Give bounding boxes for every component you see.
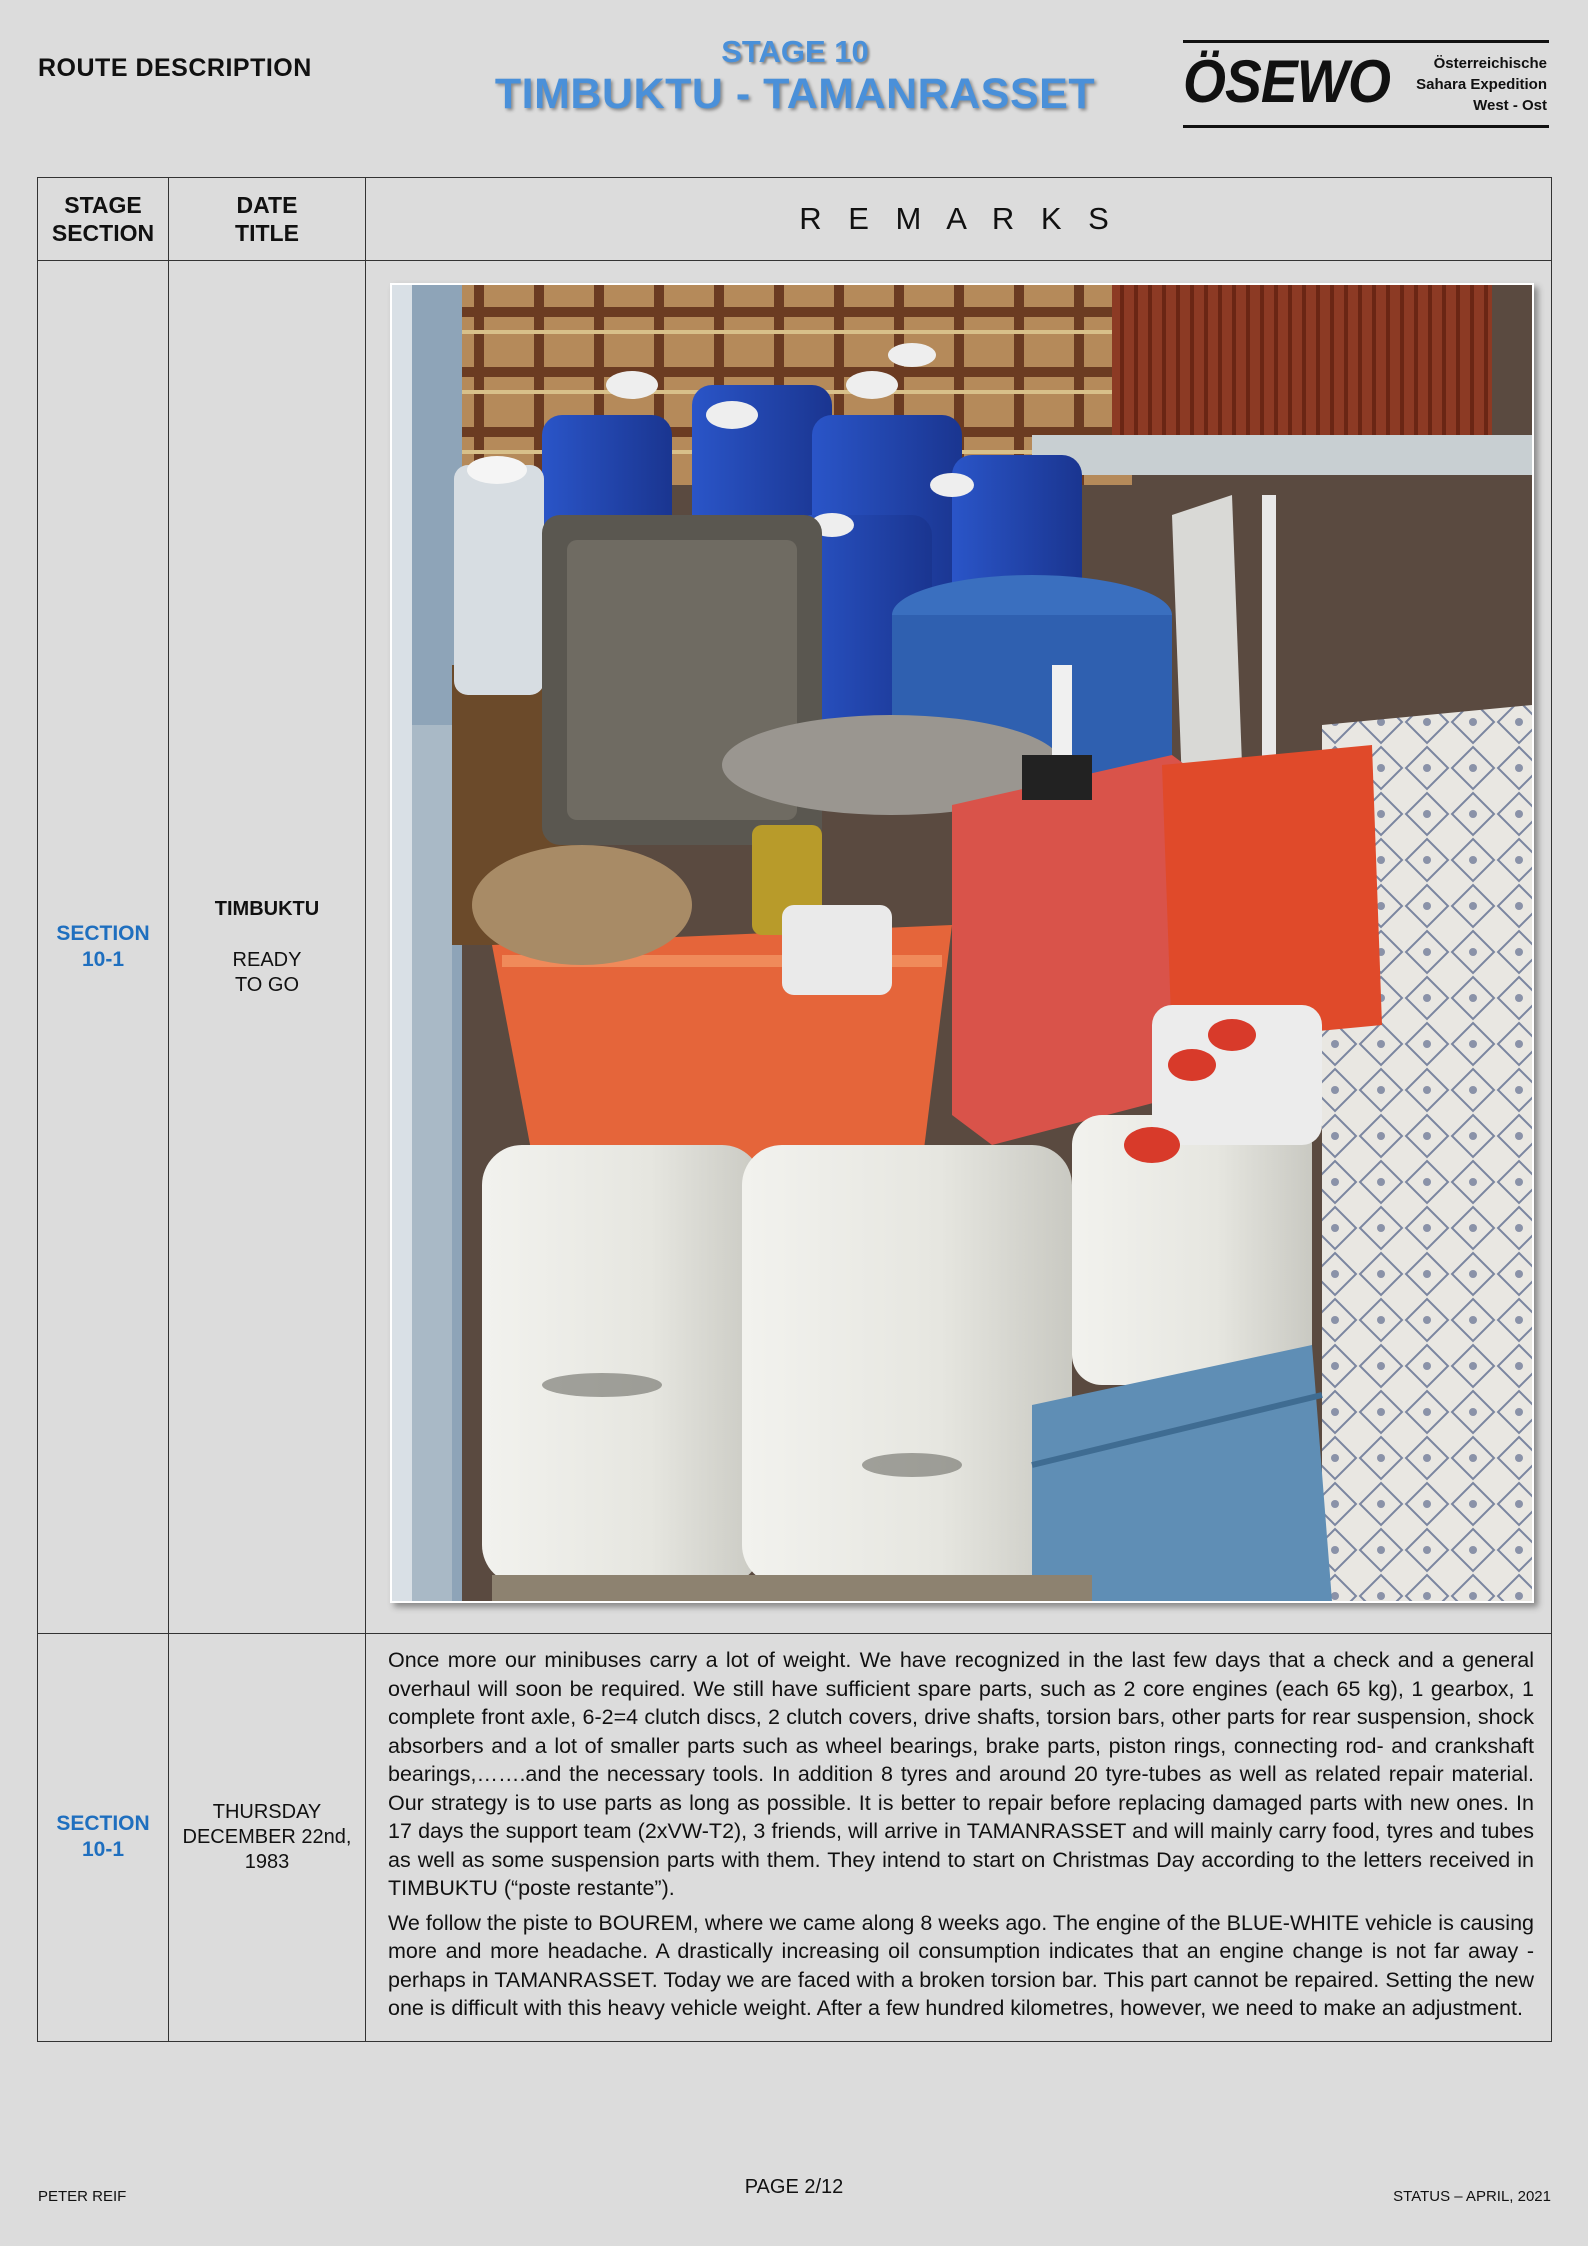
section-number: 10-1 [81, 948, 125, 971]
section-label: SECTION [56, 922, 150, 945]
route-table [37, 177, 1552, 2042]
title-line-1: READY [232, 948, 302, 971]
date-year: 1983 [244, 1850, 290, 1873]
header-section: SECTION [51, 220, 155, 246]
footer-author: PETER REIF [38, 2188, 127, 2205]
section-cell [38, 261, 169, 1634]
table-row [38, 261, 1552, 1634]
section-cell [38, 1634, 169, 2042]
photo-canisters-in-van [390, 283, 1534, 1603]
remarks-text-cell [366, 1634, 1552, 2042]
title-line-2: TO GO [234, 973, 300, 996]
route-description-label: ROUTE DESCRIPTION [38, 54, 312, 82]
date-day: DECEMBER 22nd, [182, 1825, 352, 1848]
logo-subtitle [1416, 53, 1547, 116]
remarks-paragraph-1: Once more our minibuses carry a lot of weight. We have recognized in the last few days that a check and a general overhaul will soon be required. We still have sufficient spare parts, such as 2 core engines (each 65 kg), 1 gearbox, 1 complete front axle, 6-2=4 clutch discs, 2 clutch covers, drive shafts, torsion bars, other parts for rear suspension, shock absorbers and a lot of smaller parts such as wheel bearings, brake parts, piston rings, connecting rod- and crankshaft bearings,…….and the necessary tools. In addition 8 tyres and around 20 tyre-tubes as well as related repair material. Our strategy is to use parts as long as possible. It is better to repair before replacing damaged parts with new ones. In 17 days the support team (2xVW-T2), 3 friends, will arrive in TAMANRASSET and will mainly carry food, tyres and tubes as well as some suspension parts with them. They intend to start on Christmas Day according to the letters received in TIMBUKTU (“poste restante”). [388, 1648, 1534, 1900]
osewo-logo [1183, 40, 1549, 128]
stage-number: STAGE 10 [721, 34, 869, 69]
header-date-title [169, 178, 366, 261]
logo-wordmark: ÖSEWO [1183, 48, 1391, 115]
table-row [38, 1634, 1552, 2042]
header-remarks: R E M A R K S [366, 178, 1552, 261]
footer-status: STATUS – APRIL, 2021 [1393, 2188, 1551, 2205]
section-number: 10-1 [81, 1838, 125, 1862]
header-stage: STAGE [64, 192, 142, 218]
stage-title: TIMBUKTU - TAMANRASSET [494, 70, 1096, 118]
photo-illustration [392, 285, 1532, 1601]
logo-line-2: Sahara Expedition [1416, 76, 1547, 93]
header-stage-section [38, 178, 169, 261]
header-date: DATE [236, 192, 298, 218]
logo-line-3: West - Ost [1473, 97, 1547, 114]
header-title: TITLE [235, 220, 299, 246]
logo-line-1: Österreichische [1433, 55, 1547, 72]
remarks-photo-cell [366, 261, 1552, 1634]
date-title-cell [169, 261, 366, 1634]
footer-page-number: PAGE 2/12 [744, 2176, 844, 2198]
section-label: SECTION [56, 1812, 150, 1836]
stage-header [470, 34, 1120, 119]
date-location: TIMBUKTU [214, 897, 320, 920]
remarks-paragraph-2: We follow the piste to BOUREM, where we came along 8 weeks ago. The engine of the BLUE-WHITE vehicle is causing more and more headache. A drastically increasing oil consumption indicates that an engine change is not far away - perhaps in TAMANRASSET. Today we are faced with a broken torsion bar. This part cannot be repaired. Setting the new one is difficult with this heavy vehicle weight. After a few hundred kilometres, however, we need to make an adjustment. [388, 1910, 1534, 2020]
table-header-row [38, 178, 1552, 261]
date-title-cell [169, 1634, 366, 2042]
date-weekday: THURSDAY [212, 1800, 322, 1823]
